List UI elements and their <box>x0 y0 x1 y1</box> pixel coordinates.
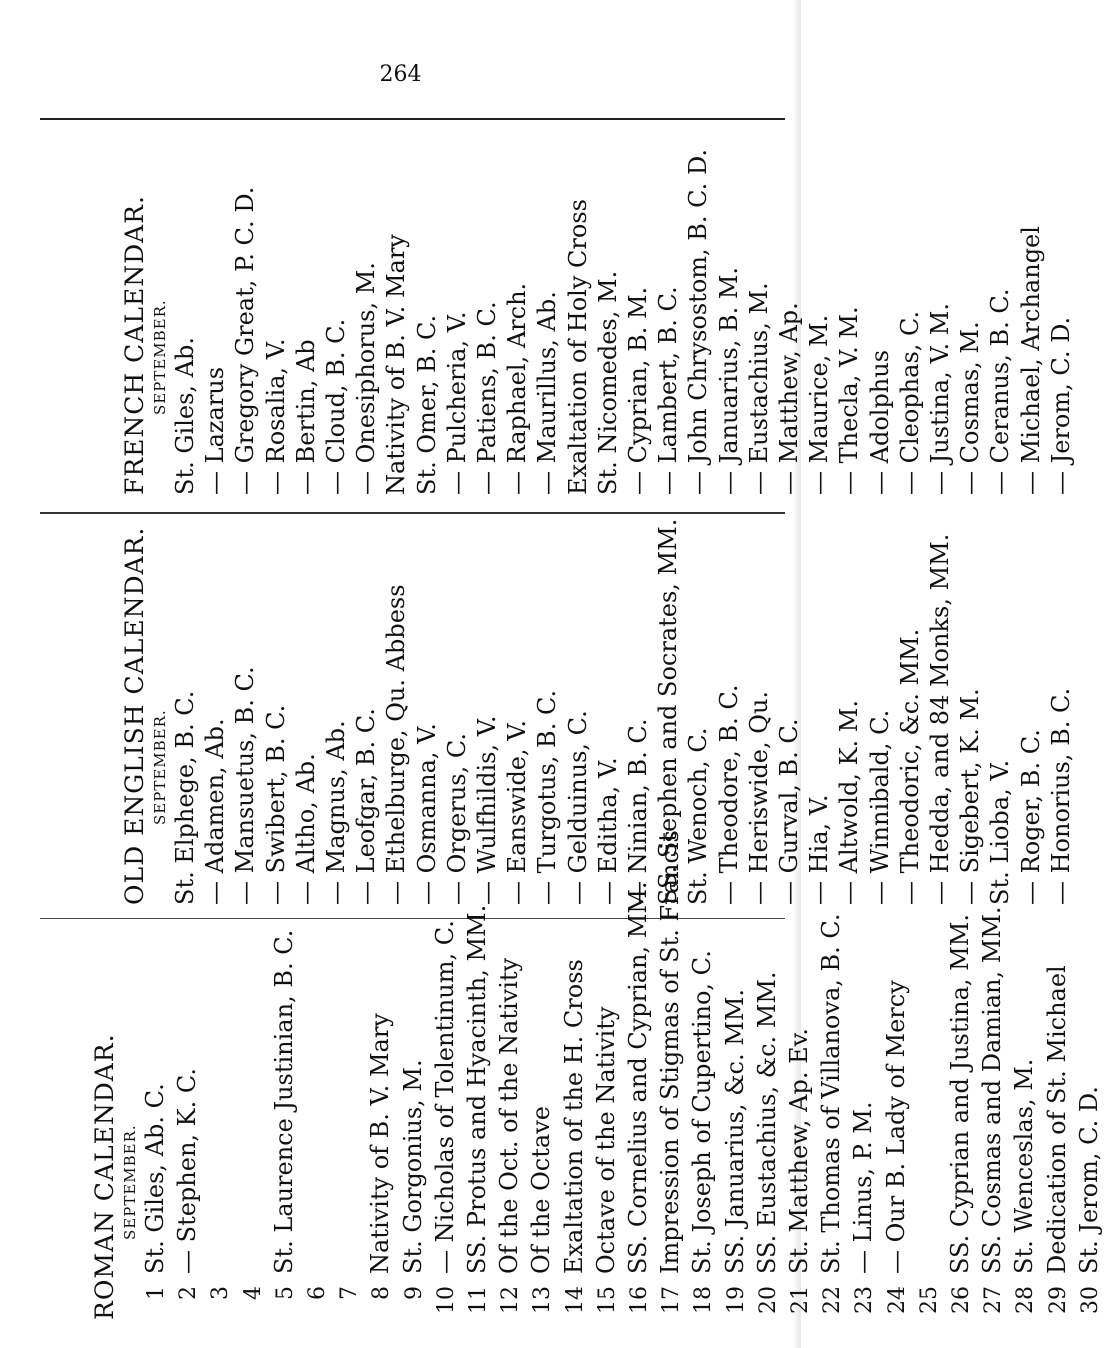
roman-entry-text: Dedication of St. Michael <box>1042 965 1071 1274</box>
roman-entry-text: Impression of Stigmas of St. Francis <box>656 830 685 1274</box>
roman-entry <box>655 830 687 1320</box>
french-entry: — Patiens, B. C. <box>473 301 502 495</box>
old-english-entry: St. Elphege, B. C. <box>171 690 199 905</box>
roman-entry <box>945 910 977 1320</box>
roman-entry-text: — Linus, P. M. <box>849 1101 878 1274</box>
old-english-entry: — Gurval, B. C. <box>775 718 804 905</box>
french-entry: — Maurice, M. <box>805 314 834 495</box>
old-english-entry: — Heriswide, Qu. <box>744 690 773 905</box>
roman-day-number: 18 <box>691 1286 717 1314</box>
roman-day-number: 21 <box>788 1286 814 1314</box>
french-entry: St. Giles, Ab. <box>171 337 199 495</box>
french-entry: — John Chrysostom, B. C. D. <box>684 149 713 495</box>
roman-entry <box>1074 910 1106 1320</box>
roman-entry-text: SS. Januarius, &c. MM. <box>720 988 749 1274</box>
roman-entry-text: SS. Cosmas and Damian, MM. <box>978 906 1007 1274</box>
page-number: 264 <box>379 62 422 87</box>
french-entry: — Januarius, B. M. <box>714 266 743 495</box>
roman-day-number: 17 <box>659 1286 685 1314</box>
french-entry: — Thecla, V. M. <box>835 306 864 495</box>
roman-entry-text: Exaltation of the H. Cross <box>559 959 588 1274</box>
roman-entry-text: SS. Cornelius and Cyprian, MM. <box>624 881 653 1274</box>
roman-entry <box>365 910 397 1320</box>
french-entry: — Cloud, B. C. <box>322 318 351 495</box>
old-english-entry: — Sigebert, K. M. <box>956 688 985 905</box>
old-english-entry: — Altwold, K. M. <box>835 700 864 905</box>
roman-entry <box>687 910 719 1320</box>
old-english-entry: — Swibert, B. C. <box>261 704 290 905</box>
roman-day-number: 27 <box>981 1286 1007 1314</box>
roman-entry <box>1042 910 1074 1320</box>
roman-entry <box>237 910 269 1320</box>
roman-entry-text: St. Laurence Justinian, B. C. <box>269 929 298 1274</box>
roman-day-number: 5 <box>272 1286 298 1300</box>
french-entry: Nativity of B. V. Mary <box>382 234 411 495</box>
french-entry: St. Omer, B. C. <box>412 314 441 495</box>
old-english-entry: — Ninian, B. C. <box>624 718 653 905</box>
roman-entry-text: St. Wenceslas, M. <box>1010 1058 1039 1274</box>
old-english-calendar-month: SEPTEMBER. <box>151 709 169 825</box>
old-english-entry: — Adamen, Ab. <box>201 718 230 905</box>
french-entry: St. Nicomedes, M. <box>593 270 622 495</box>
french-entry: Exaltation of Holy Cross <box>563 199 592 495</box>
old-english-entry: — Altho, Ab. <box>291 753 320 905</box>
french-entry: — Cosmas, M. <box>956 321 985 495</box>
roman-entry-text: Of the Oct. of the Nativity <box>495 957 524 1274</box>
french-entry: — Michael, Archangel <box>1016 226 1045 495</box>
french-entry: — Cleophas, C. <box>895 310 924 495</box>
roman-day-number: 7 <box>337 1286 363 1300</box>
roman-entry-text: Nativity of B. V. Mary <box>366 1013 395 1274</box>
roman-entry <box>494 910 526 1320</box>
roman-day-number: 20 <box>755 1286 781 1314</box>
roman-entry <box>784 910 816 1320</box>
roman-entry <box>140 910 172 1320</box>
roman-day-number: 16 <box>627 1286 653 1314</box>
old-english-entry: — Theodoric, &c. MM. <box>895 628 924 905</box>
old-english-entry: — Eanswide, V. <box>503 719 532 905</box>
french-entry: — Matthew, Ap. <box>775 302 804 495</box>
french-entry: — Lazarus <box>201 366 230 495</box>
old-english-calendar <box>120 505 1076 905</box>
old-english-entry: — Hia, V. <box>805 794 834 905</box>
roman-entry <box>269 910 301 1320</box>
roman-day-number: 14 <box>562 1286 588 1314</box>
roman-entry-text: SS. Cyprian and Justina, MM. <box>946 914 975 1274</box>
roman-day-number: 2 <box>176 1286 202 1300</box>
roman-entry <box>1009 910 1041 1320</box>
old-english-entry: — Winnibald, C. <box>865 709 894 905</box>
old-english-entry: — Honorius, B. C. <box>1046 687 1075 905</box>
french-entry: — Jerom, C. D. <box>1046 316 1075 495</box>
roman-entry <box>301 910 333 1320</box>
old-english-entry: — Roger, B. C. <box>1016 729 1045 905</box>
roman-entry <box>720 910 752 1320</box>
roman-day-number: 28 <box>1013 1286 1039 1314</box>
french-entry: — Justina, V. M. <box>926 303 955 495</box>
roman-entry-text: St. Thomas of Villanova, B. C. <box>817 913 846 1274</box>
roman-entry <box>430 910 462 1320</box>
roman-entry <box>559 910 591 1320</box>
roman-entry-text: St. Jerom, C. D. <box>1074 1086 1103 1274</box>
roman-entry-text: SS. Eustachius, &c. MM. <box>752 971 781 1274</box>
old-english-entry: — Theodore, B. C. <box>714 684 743 905</box>
roman-day-number: 9 <box>401 1286 427 1300</box>
roman-day-number: 19 <box>723 1286 749 1314</box>
french-entry: — Ceranus, B. C. <box>986 288 1015 495</box>
old-english-entry: SS. Stephen and Socrates, MM. <box>654 518 683 905</box>
french-entry: — Lambert, B. C. <box>654 286 683 495</box>
french-entry: — Rosalia, V. <box>261 338 290 495</box>
old-english-entry: — Hedda, and 84 Monks, MM. <box>926 533 955 905</box>
roman-entry-text: St. Matthew, Ap. Ev. <box>785 1028 814 1274</box>
roman-day-number: 1 <box>144 1286 169 1300</box>
old-english-entry: — Gelduinus, C. <box>563 710 592 905</box>
roman-entry <box>848 910 880 1320</box>
roman-entry-text: — Stephen, K. C. <box>173 1068 202 1274</box>
roman-day-number: 11 <box>466 1286 492 1314</box>
roman-day-number: 12 <box>498 1286 524 1314</box>
roman-day-number: 4 <box>240 1286 266 1300</box>
french-entry: — Bertin, Ab <box>291 339 320 495</box>
roman-entry <box>913 910 945 1320</box>
roman-entry-text: St. Gorgonius, M. <box>398 1059 427 1274</box>
old-english-entry: — Magnus, Ab. <box>322 720 351 905</box>
french-entry: — Adolphus <box>865 349 894 495</box>
roman-entry-text: St. Giles, Ab. C. <box>141 1083 169 1274</box>
roman-entry-text: — Nicholas of Tolentinum, C. <box>430 920 459 1274</box>
roman-day-number: 15 <box>594 1286 620 1314</box>
french-entry: — Eustachius, M. <box>744 282 773 495</box>
roman-entry <box>977 906 1009 1320</box>
roman-entry <box>398 910 430 1320</box>
roman-day-number: 29 <box>1045 1286 1071 1314</box>
roman-entry <box>591 910 623 1320</box>
roman-calendar-title: ROMAN CALENDAR. <box>90 1033 119 1320</box>
french-entry: — Pulcheria, V. <box>442 311 471 495</box>
roman-entry-text: — Our B. Lady of Mercy <box>881 980 910 1274</box>
old-english-entry: — Turgotus, B. C. <box>533 689 562 905</box>
roman-entry <box>881 910 913 1320</box>
top-rule <box>40 118 785 120</box>
roman-day-number: 24 <box>884 1286 910 1314</box>
old-english-entry: — Editha, V. <box>593 757 622 905</box>
roman-entry <box>333 910 365 1320</box>
old-english-calendar-entries <box>170 505 1076 905</box>
old-english-entry: — Orgerus, C. <box>442 733 471 905</box>
roman-entry-text: SS. Protus and Hyacinth, MM. <box>463 904 492 1274</box>
roman-day-number: 23 <box>852 1286 878 1314</box>
old-english-entry: St. Wenoch, C. <box>684 727 713 905</box>
old-english-entry: — Mansuetus, B. C. <box>231 666 260 905</box>
french-calendar <box>120 125 1076 495</box>
roman-day-number: 3 <box>208 1286 234 1300</box>
roman-entry <box>752 910 784 1320</box>
roman-day-number: 10 <box>433 1286 459 1314</box>
roman-entry <box>462 904 494 1320</box>
roman-entry-text: St. Joseph of Cupertino, C. <box>688 950 717 1274</box>
old-english-entry: — Leofgar, B. C. <box>352 708 381 905</box>
roman-day-number: 26 <box>949 1286 975 1314</box>
roman-day-number: 6 <box>305 1286 331 1300</box>
roman-day-number: 22 <box>820 1286 846 1314</box>
roman-entry-text: Octave of the Nativity <box>591 1006 620 1274</box>
roman-day-number: 8 <box>369 1286 395 1300</box>
roman-calendar-month: SEPTEMBER. <box>121 1124 139 1240</box>
french-entry: — Onesiphorus, M. <box>352 262 381 495</box>
old-english-entry: — Ethelburge, Qu. Abbess <box>382 584 411 905</box>
roman-entry <box>526 910 558 1320</box>
french-entry: — Raphael, Arch. <box>503 282 532 495</box>
old-english-entry: — Osmanna, V. <box>412 723 441 905</box>
roman-entry <box>172 910 204 1320</box>
roman-day-number: 13 <box>530 1286 556 1314</box>
roman-entry <box>204 910 236 1320</box>
french-calendar-month: SEPTEMBER. <box>151 299 169 415</box>
roman-entry <box>623 881 655 1320</box>
old-english-entry: St. Lioba, V. <box>986 759 1015 905</box>
roman-day-number: 30 <box>1077 1286 1103 1314</box>
roman-day-number: 25 <box>916 1286 942 1314</box>
old-english-entry: — Wulfhildis, V. <box>473 715 502 905</box>
french-entry: — Cyprian, B. M. <box>624 286 653 495</box>
french-calendar-entries <box>170 125 1076 495</box>
old-english-calendar-title: OLD ENGLISH CALENDAR. <box>120 526 149 905</box>
french-entry: — Gregory Great, P. C. D. <box>231 186 260 495</box>
french-calendar-title: FRENCH CALENDAR. <box>120 195 149 495</box>
french-entry: — Maurillus, Ab. <box>533 291 562 495</box>
roman-entry <box>816 910 848 1320</box>
roman-entry-text: Of the Octave <box>527 1106 556 1274</box>
